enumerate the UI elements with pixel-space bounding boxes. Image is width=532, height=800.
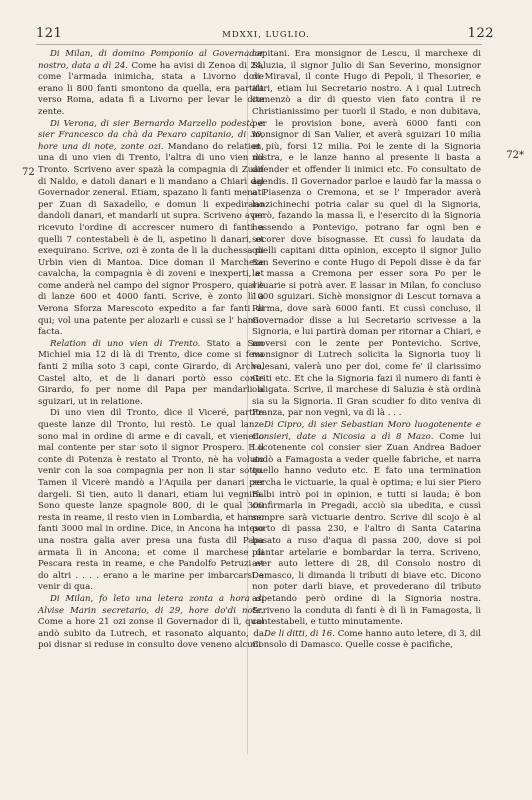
paragraph-text: Mandano do relation, una di uno vien di Trento, l'altra di uno vien dil Tronto. Scriveno aver spazà la compagnia di Zuan di Naldo, e datoli danari e li mandano a Chiarì dal Governador zeneral. Etiam, spazano li fanti menati per Zuan di Saxadello, e domun li expedirano dandoli danari, et mandarli ut supra. Scriveno aver ricevuto l'ordine di accrescer numero di fanti a quelli 7 contestabeli è de li, aspetino li danari, et exequirano. Scrive, ozi è zonta de li la duchessa di Urbin vien di Mantoa. Dice doman il Marchexe cavalcha, la compagnia è di zoveni e inexperti, et come anderà nel campo del signor Prospero, qual è di lanze 600 et 4000 fanti. Scrive, è zonto lì a Verona Sforza Marescoto expedito a far fanti di qui; vol una patente per alozarli e cussì se l' hanno facta. (38, 141, 265, 338)
paragraph-text: Come ha avisi di Zenoa di 24, come l'armada inimicha, stata a Livorno dove erano li 800 fanti smontono da quella, era partita verso Roma, adata fi a Livorno per levar le dite zente. (38, 60, 264, 117)
margin-mark-right: 72* (506, 150, 524, 161)
paragraph (38, 339, 264, 409)
paragraph (38, 594, 264, 652)
margin-mark-left: 72 (22, 167, 35, 178)
paragraph-heading: De li ditti, di 16. (264, 628, 335, 639)
right-column (252, 49, 481, 652)
paragraph-heading: Relation di uno vien di Trento. (50, 338, 201, 349)
paragraph-text: Come a hore 21 ozi zonse il Governador di lì, qual andò subito da Lutrech, et rasonato alquanto, da poi disnar si reduse in consulto dove veneno alcuni (38, 617, 264, 651)
paragraph-heading: Di Verona, di sier Bernardo Marzello podestà e sier Francesco da chà da Pexaro capitanio, di 30, hore una di note, zonte ozi. (38, 118, 264, 152)
paragraph-heading: Di Milan, di domino Pomponio al Governador nostro, data a dì 24. (38, 49, 264, 71)
page-number-left: 121 (36, 26, 63, 41)
page-number-right: 122 (467, 26, 494, 41)
paragraph-heading: Di Milan, fo leto una letera zonta a hora di Alvise Marin secretario, di 29, hore do'di note. (38, 593, 264, 616)
paragraph-text: Stato a San Michiel mia 12 di là di Trento, dice come si feva fanti 2 milia soto 3 capi, conte Girardo, di Archo, Castel alto, et de li danari portò esso conte Girardo, fo per nome dil Papa per mandarli a sguizari, ut in relatione. (38, 338, 264, 407)
header-rule (36, 44, 482, 45)
paragraph-heading: Di Cipro, di sier Sebastian Moro luogotenente e Consieri, date a Nicosia a dì 8 Mazo. (252, 420, 481, 442)
paragraph-text: Di uno vien dil Tronto, dice il Viceré, partite queste lanze dil Tronto, lui restò. Le qual lanze sono mal in ordine di arme e di cavali, et vieneno mal contente per star soto il signor Prospero. E il conte di Potenza è restato al Tronto, nè ha voluto venir con la soa compagnia per non li star sotto. Tamen il Vicerè mandò a l'Aquila per danari per dargeli. Si tien, auto li danari, etiam lui vegnirà. Sono queste lanze spagnole 800, di le qual 300 resta in reame, il resto vien in Lombardia, et hanno fanti 3000 mal in ordine. Dice, in Ancona ha inteso una nostra galia aver presa una fusta dil Papa armata lì in Ancona; et come il marchese di Pescara resta in reame, e che Pandolfo Petruzi et do altri . . . . erano a le marine per imbarcarsi e venir di qua. (38, 408, 264, 593)
left-column (38, 49, 264, 652)
paragraph (252, 49, 481, 420)
paragraph (38, 49, 264, 119)
paragraph-text: capitani. Era monsignor de Lescu, il marchexe di Saluzia, il signor Julio di San Severino, monsignor di Miraval, il conte Hugo di Pepoli, il Thesorier, e altri, etiam lui Secretario nostro. A i qual Lutrech comenzò a dir di questo vien fato contra il re Christianissimo per tuorli il Stado, e non dubitava, per le provision bone, averà 6000 fanti con monsignor di San Valier, et averà sguizari 10 milia et più, forsi 12 milia. Poi le zente di la Signoria nostra, e le lanze hanno al presente li basta a difender et offender li inimici etc. Fo consultato de agendis. Il Governador parloe e laudò far la massa o a Piasenza o Cremona, et se l' Imperador averà lanzichinechi potria calar su quel di la Signoria, però, fazando la massa lì, e l'esercito di la Signoria hessendo a Pontevigo, potrano far ogni ben e socorer dove bisognasse. Et cussì fo laudata da quelli capitani ditta opinion, excepto il signor Julio San Severino e conte Hugo di Pepoli disse è da far la massa a Cremona per esser sora Po per le vituarie si potrà aver. E lassar in Milan, fo concluso 1000 sguizari. Sichè monsignor di Lescut tornava a Parma, dove sarà 6000 fanti. Et cussì concluso, il Governador disse a lui Secretario scrivesse a la Signoria, e lui partirà doman per ritornar a Chiari, e moversi con le zente per Pontevicho. Scrive, monsignor di Lutrech solicita la Signoria tuoy li valesani, valerà uno per doi, come fe' il clarissimo Griti etc. Et che la Signoria fazi il numero di fanti è obligata. Scrive, il marchese di Saluzia è stà ordinà sia su la Signoria. Il Gran scudier fo dito veniva di Franza, par non vegnì, va di là . . . (252, 49, 481, 419)
paragraph-text: Come lui Locotenente col consier sier Zuan Andrea Badoer andò a Famagosta a veder quelle fabriche, et narra quello hanno veduto etc. E fato una termination zercha le victuarie, la qual è optima; e lui sier Piero Balbi intrò poi in opinion, e tutti si lauda; è bon confirmarla in Pregadi, acciò sia ubedita, e cussì sempre sarà victuarie dentro. Scrive dil scojo è al porto di passa 230, e l'altro di Santa Catarina basato a ruso d'aqua di passa 200, dove si pol piantar artelarie e bombardar la terra. Scriveno, aver auto lettere di 28, dil Consolo nostro di Damasco, li dimanda li tributi di biave etc. Dicono non poter darli biave, et provederano dil tributo aspetando però ordine di la Signoria nostra. Scriveno la conduta di fanti è di lì in Famagosta, li contestabeli, e tutto minutamente. (252, 431, 482, 628)
running-title: MDXXI, LUGLIO. (222, 30, 310, 40)
paragraph (38, 408, 264, 594)
paragraph (38, 119, 264, 339)
paragraph-text: Come hanno auto letere, di 3, dil Consolo di Damasco. Quelle cosse è pacifiche, (252, 628, 481, 651)
paragraph (252, 420, 481, 629)
paragraph (252, 629, 481, 652)
